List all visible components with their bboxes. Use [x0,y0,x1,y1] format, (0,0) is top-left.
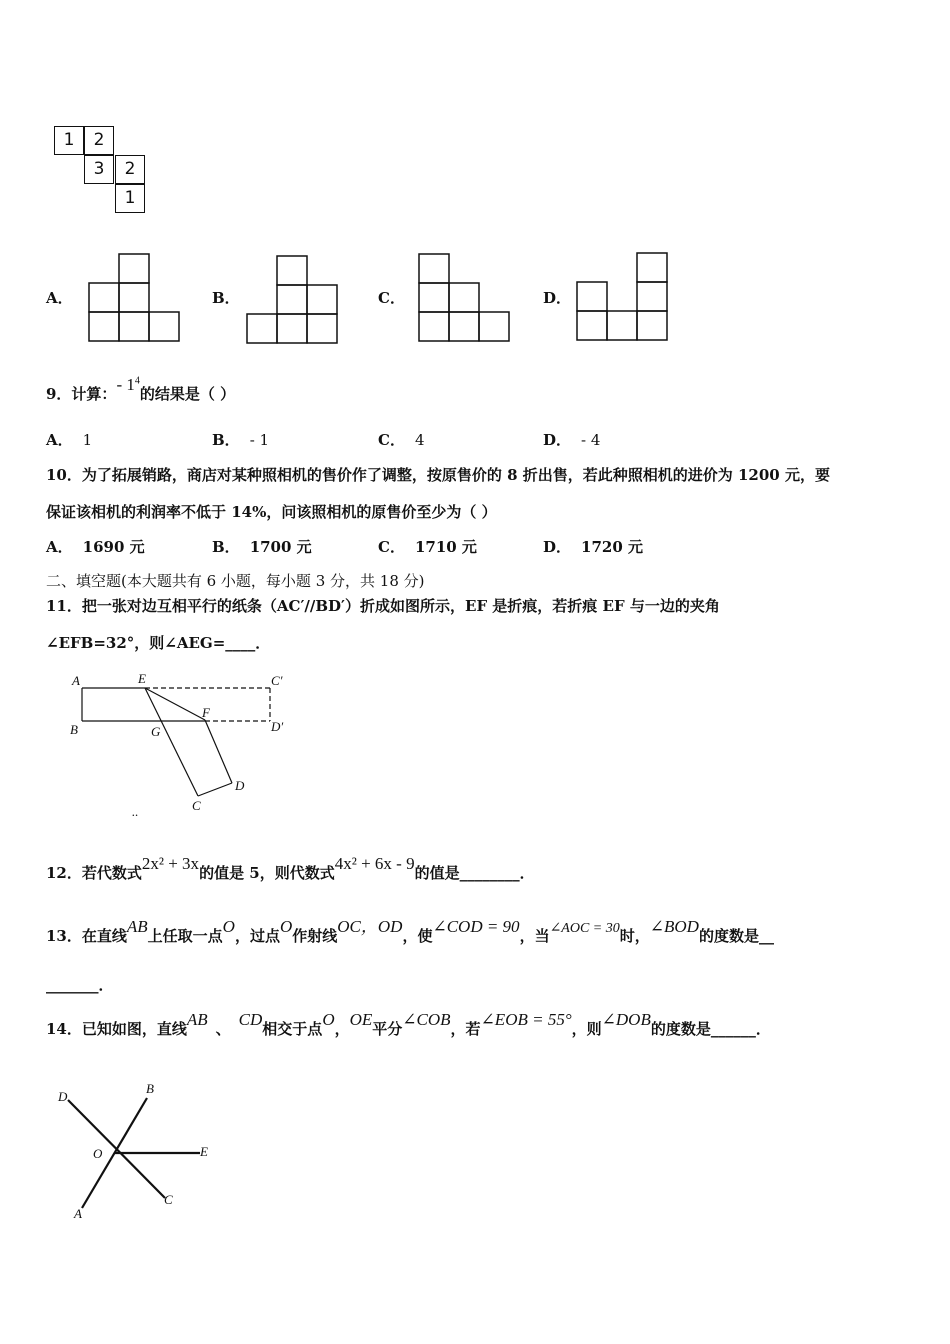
q11-folded-strip-figure [60,668,310,818]
q14-math: ∠EOB = 55° [480,1010,572,1029]
q10-option-b [212,536,312,557]
label-dots: .. [132,804,139,818]
label-d-prime: D′ [271,719,284,734]
q13-math: ∠AOC = 30 [549,921,620,936]
net-cell: 3 [84,155,114,184]
label-c: C [164,1192,173,1207]
q13-text: 上任取一点 [147,927,223,945]
net-cell: 1 [54,126,84,155]
q9-suffix: 的结果是（ ） [139,385,236,403]
q14-text: ，若 [450,1020,481,1038]
option-label: D． [543,431,572,449]
q8-option-c-figure [416,252,514,344]
label-o: O [93,1146,103,1161]
q14-text: 14．已知如图，直线 [46,1020,187,1038]
label-d: D [235,778,245,793]
q13-text: ，使 [402,927,433,945]
q14-text: ，则 [571,1020,602,1038]
q13-text: ，过点 [234,927,280,945]
q8-option-d-figure [574,251,672,343]
q9-option-a [46,429,92,450]
q13-math: O [279,917,293,936]
option-label: D． [543,538,572,556]
q12-middle: 的值是 5，则代数式 [199,864,335,882]
q11-line2: ∠EFB=32°，则∠AEG=____． [46,634,271,652]
q10-option-a [46,536,145,557]
option-label: A． [46,431,73,449]
q8-option-a-figure [86,252,184,344]
q10-option-d [543,536,643,557]
q9-expr-base: - 1 [116,375,135,394]
q8-option-c-label: C． [378,289,405,307]
option-label: C． [378,538,405,556]
q14-math: ∠DOB [601,1010,651,1029]
section-heading: 二、填空题(本大题共有 6 小题，每小题 3 分，共 18 分) [46,572,425,590]
option-value: 1 [82,431,93,449]
label-a: A [74,1206,82,1221]
net-cell: 2 [115,155,145,184]
q12-prefix: 12．若代数式 [46,864,142,882]
label-g: G [151,724,161,739]
net-cell: 2 [84,126,114,155]
q13-text: 13．在直线 [46,927,127,945]
q13-math: O [222,917,235,936]
q13-text: 作射线 [292,927,338,945]
q14-math: O [322,1010,335,1029]
q14-intersecting-lines-figure [50,1078,220,1223]
q14-math: ∠COB [402,1010,451,1029]
q9-option-d [543,429,600,450]
q14-math: AB [186,1010,208,1029]
option-value: 1690 元 [82,538,145,556]
net-cell: 1 [115,184,145,213]
q12-expression-1: 2x² + 3x [141,854,200,873]
q9-option-c [378,429,425,450]
option-value: 1710 元 [414,538,477,556]
label-e: E [200,1144,208,1159]
option-value: 1700 元 [249,538,312,556]
q8-option-b-label: B． [212,289,240,307]
q9-prefix: 9．计算： [46,385,117,403]
label-f: F [202,705,210,720]
q9-option-b [212,429,269,450]
q10-option-c [378,536,477,557]
q14-text: 的度数是______． [650,1020,771,1038]
label-c: C [192,798,201,813]
label-d: D [58,1089,68,1104]
q14-math: OE [349,1010,373,1029]
q13-text: 的度数是__ [698,927,774,945]
q8-option-b-figure [244,254,342,346]
q9-question [46,375,236,404]
option-label: C． [378,431,405,449]
q11-line1: 11．把一张对边互相平行的纸条（AC′//BD′）折成如图所示，EF 是折痕，若折痕 EF 与一边的夹角 [46,597,720,615]
q12-suffix: 的值是________． [414,864,535,882]
q14-question [46,1010,771,1039]
option-value: - 4 [581,431,601,449]
q14-text: 平分 [372,1020,403,1038]
q14-text: 、 [215,1020,231,1038]
q10-line1: 10．为了拓展销路，商店对某种照相机的售价作了调整，按原售价的 8 折出售，若此种照相机的进价为 1200 元，要 [46,466,830,484]
q14-math: CD [238,1010,263,1029]
q13-line2: _______． [46,976,114,994]
option-label: B． [212,538,240,556]
q13-math: ∠COD = 90 [432,917,520,936]
q14-text: ， [334,1020,350,1038]
q13-text: ，当 [519,927,550,945]
q13-text: 时， [619,927,650,945]
label-a: A [72,673,80,688]
q13-math: AB [126,917,148,936]
q8-option-d-label: D． [543,289,572,307]
q13-question [46,917,774,946]
q13-math: ∠BOD [649,917,699,936]
q9-expr-exponent: 4 [134,375,140,387]
label-e: E [138,671,146,686]
q12-question [46,854,535,883]
option-value: 4 [414,431,425,449]
option-label: A． [46,538,73,556]
label-c-prime: C′ [271,673,283,688]
option-value: - 1 [249,431,270,449]
option-label: B． [212,431,240,449]
label-b: B [70,722,78,737]
q10-line2: 保证该相机的利润率不低于 14%，问该照相机的原售价至少为（ ） [46,503,497,521]
q12-expression-2: 4x² + 6x - 9 [334,854,415,873]
q14-text: 相交于点 [262,1020,323,1038]
option-value: 1720 元 [581,538,643,556]
label-b: B [146,1081,154,1096]
q13-math: OC，OD [337,917,403,936]
q8-option-a-label: A． [46,289,73,307]
q9-expression [116,375,139,394]
